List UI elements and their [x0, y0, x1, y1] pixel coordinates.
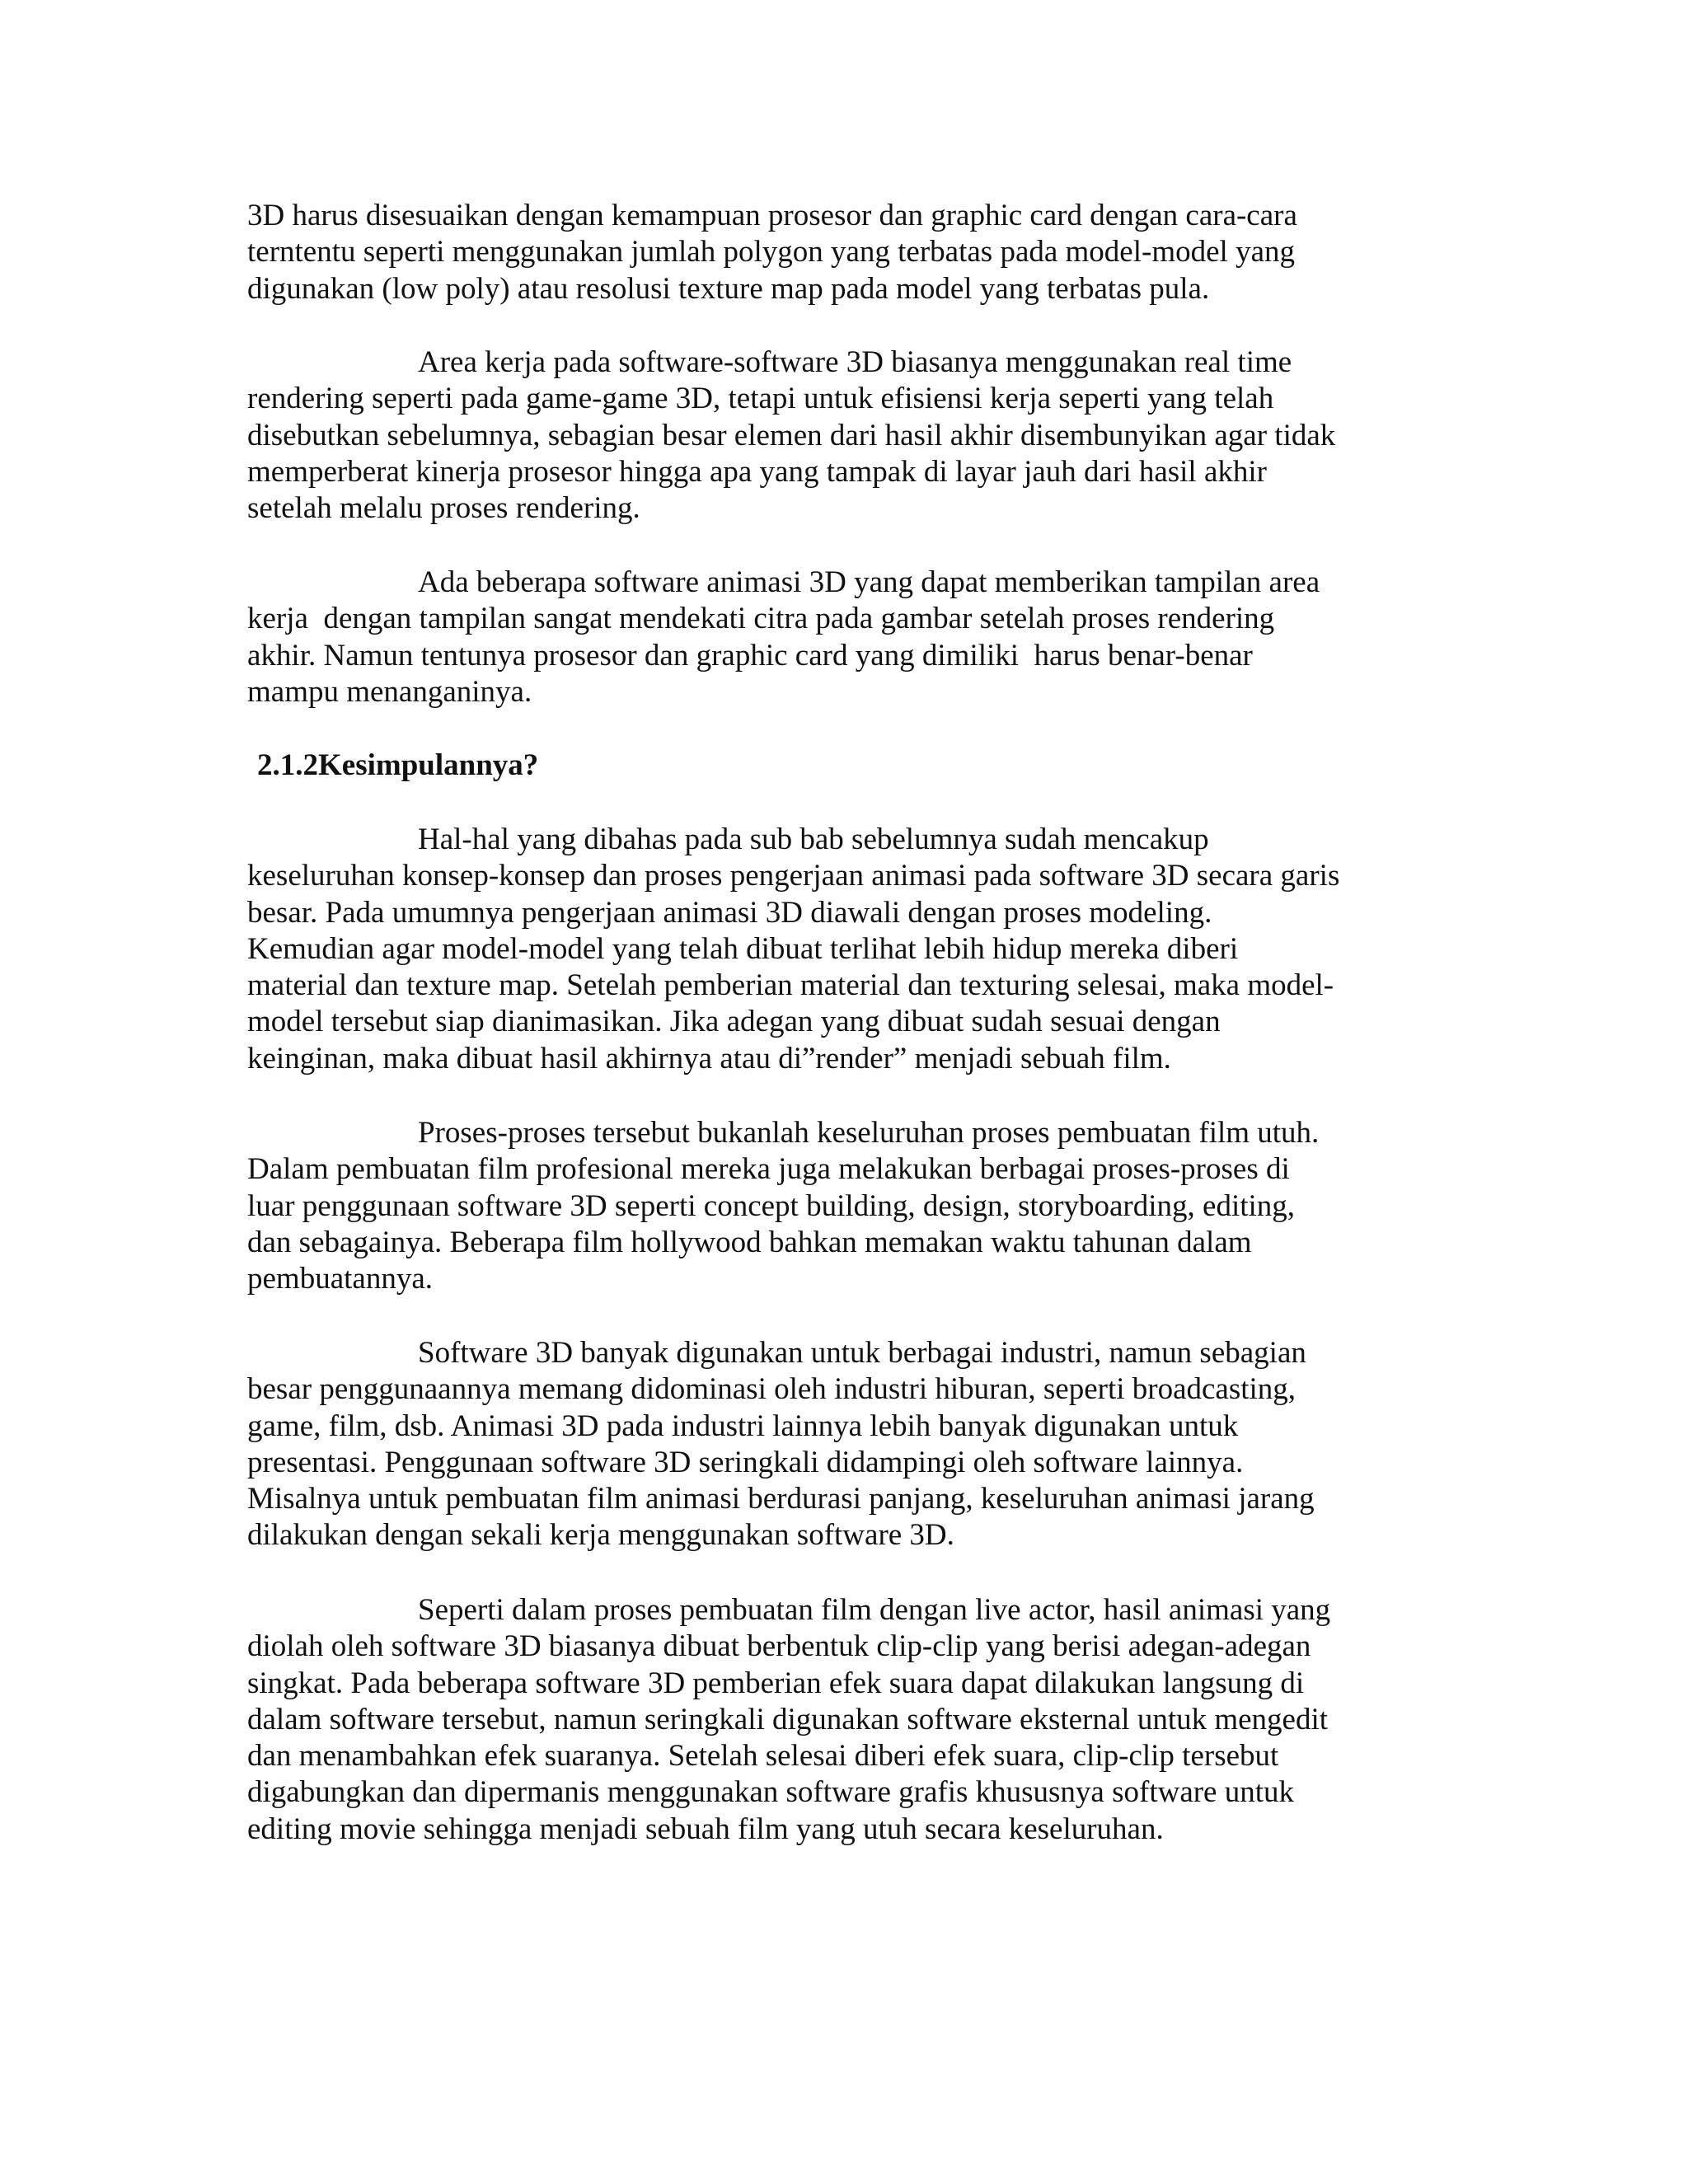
paragraph-line: memperberat kinerja prosesor hingga apa yang tampak di layar jauh dari hasil akhir	[247, 454, 1267, 489]
paragraph-1	[247, 198, 1467, 307]
paragraph-line: dilakukan dengan sekali kerja menggunakan software 3D.	[247, 1518, 954, 1553]
paragraph-line: 3D harus disesuaikan dengan kemampuan prosesor dan graphic card dengan cara-cara	[247, 199, 1297, 232]
paragraph-4	[247, 822, 1467, 1077]
paragraph-line: Hal-hal yang dibahas pada sub bab sebelumnya sudah mencakup	[418, 823, 1209, 856]
paragraph-line: keinginan, maka dibuat hasil akhirnya atau di”render” menjadi sebuah film.	[247, 1041, 1171, 1076]
paragraph-line: rendering seperti pada game-game 3D, tetapi untuk efisiensi kerja seperti yang telah	[247, 382, 1274, 416]
paragraph-line: mampu menanganinya.	[247, 674, 532, 709]
paragraph-line: setelah melalu proses rendering.	[247, 491, 640, 526]
paragraph-line: presentasi. Penggunaan software 3D seringkali didampingi oleh software lainnya.	[247, 1445, 1244, 1479]
paragraph-line: Area kerja pada software-software 3D biasanya menggunakan real time	[418, 345, 1292, 379]
section-heading: 2.1.2Kesimpulannya?	[257, 748, 539, 782]
paragraph-line: disebutkan sebelumnya, sebagian besar elemen dari hasil akhir disembunyikan agar tidak	[247, 418, 1336, 452]
paragraph-line: Ada beberapa software animasi 3D yang dapat memberikan tampilan area	[418, 565, 1320, 599]
paragraph-3	[247, 565, 1467, 710]
paragraph-line: kerja dengan tampilan sangat mendekati citra pada gambar setelah proses rendering	[247, 602, 1275, 636]
paragraph-line: editing movie sehingga menjadi sebuah film yang utuh secara keseluruhan.	[247, 1811, 1164, 1846]
paragraph-line: pembuatannya.	[247, 1262, 433, 1296]
paragraph-line: Misalnya untuk pembuatan film animasi berdurasi panjang, keseluruhan animasi jarang	[247, 1482, 1315, 1516]
paragraph-line: keseluruhan konsep-konsep dan proses pengerjaan animasi pada software 3D secara garis	[247, 859, 1340, 893]
paragraph-line: dan menambahkan efek suaranya. Setelah selesai diberi efek suara, clip-clip tersebut	[247, 1739, 1279, 1774]
paragraph-line: dan sebagainya. Beberapa film hollywood bahkan memakan waktu tahunan dalam	[247, 1225, 1252, 1259]
paragraph-line: model tersebut siap dianimasikan. Jika adegan yang dibuat sudah sesuai dengan	[247, 1005, 1221, 1039]
paragraph-line: singkat. Pada beberapa software 3D pemberian efek suara dapat dilakukan langsung di	[247, 1666, 1305, 1700]
paragraph-line: dalam software tersebut, namun seringkali digunakan software eksternal untuk mengedit	[247, 1702, 1329, 1736]
paragraph-line: terntentu seperti menggunakan jumlah polygon yang terbatas pada model-model yang	[247, 235, 1295, 269]
paragraph-line: Proses-proses tersebut bukanlah keseluruhan proses pembuatan film utuh.	[418, 1116, 1320, 1150]
paragraph-2	[247, 344, 1467, 527]
paragraph-line: Dalam pembuatan film profesional mereka juga melakukan berbagai proses-proses di	[247, 1152, 1290, 1187]
paragraph-6	[247, 1335, 1467, 1554]
paragraph-line: besar. Pada umumnya pengerjaan animasi 3D diawali dengan proses modeling.	[247, 895, 1212, 930]
paragraph-line: Kemudian agar model-model yang telah dibuat terlihat lebih hidup mereka diberi	[247, 931, 1239, 966]
paragraph-5	[247, 1115, 1467, 1297]
paragraph-line: digabungkan dan dipermanis menggunakan software grafis khususnya software untuk	[247, 1775, 1295, 1810]
paragraph-line: digunakan (low poly) atau resolusi texture map pada model yang terbatas pula.	[247, 271, 1210, 306]
paragraph-line: luar penggunaan software 3D seperti concept building, design, storyboarding, editing,	[247, 1188, 1296, 1223]
paragraph-line: game, film, dsb. Animasi 3D pada industri lainnya lebih banyak digunakan untuk	[247, 1408, 1239, 1443]
paragraph-line: besar penggunaannya memang didominasi oleh industri hiburan, seperti broadcasting,	[247, 1372, 1296, 1407]
paragraph-line: diolah oleh software 3D biasanya dibuat berbentuk clip-clip yang berisi adegan-adegan	[247, 1629, 1311, 1664]
paragraph-line: Software 3D banyak digunakan untuk berbagai industri, namun sebagian	[418, 1336, 1306, 1370]
paragraph-7	[247, 1592, 1467, 1848]
paragraph-line: material dan texture map. Setelah pemberian material dan texturing selesai, maka model-	[247, 968, 1334, 1003]
paragraph-line: Seperti dalam proses pembuatan film dengan live actor, hasil animasi yang	[418, 1593, 1331, 1627]
paragraph-line: akhir. Namun tentunya prosesor dan graphic card yang dimiliki harus benar-benar	[247, 638, 1253, 673]
